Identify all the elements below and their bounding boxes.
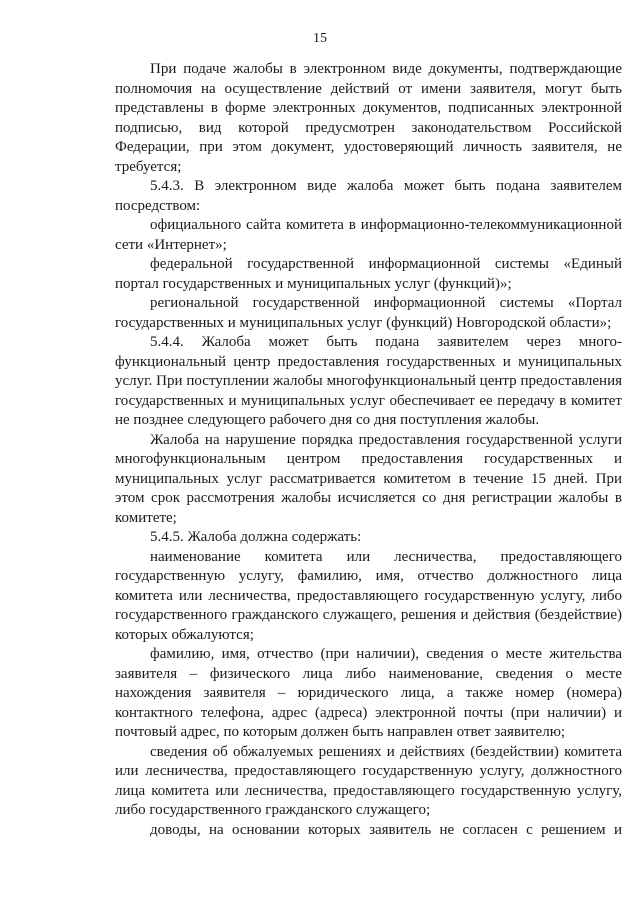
document-body — [115, 60, 622, 840]
paragraph-applicant-info: фамилию, имя, отчество (при наличии), сведения о месте жительства заявителя – физического лица либо наименование, сведения о месте нахождения заявителя – юридического лица, а также номер (номера) контактного телефона, адрес (адреса) электронной почты (при наличии) и почтовый адрес, по которым должен быть направлен ответ заявителю; — [115, 646, 622, 740]
paragraph-5-4-4: 5.4.4. Жалоба может быть подана заявителем через многофункциональный центр предоставления государственных и муниципальных услуг. При поступлении жалобы многофункциональный центр предоставления государственных и муниципальных услуг обеспечивает ее передачу в комитет не позднее следующего рабочего дня со дня поступления жалобы. — [115, 334, 622, 428]
paragraph-electronic-docs: При подаче жалобы в электронном виде документы, подтверждающие полномочия на осуществление действий от имени заявителя, могут быть представлены в форме электронных документов, подписанных электронной подписью, вид которой предусмотрен законодательством Российской Федерации, при этом документ, удостоверяющий личность заявителя, не требуется; — [115, 61, 622, 175]
paragraph-5-4-5: 5.4.5. Жалоба должна содержать: — [150, 529, 362, 545]
paragraph-official-site: официального сайта комитета в информационно-телекоммуникационной сети «Интернет»; — [115, 217, 622, 253]
paragraph-appealed-decisions: сведения об обжалуемых решениях и действиях (бездействии) комитета или лесничества, предоставляющего государственную услугу, должностного лица комитета или лесничества, предоставляющего государственную услугу, либо государственного гражданского служащего; — [115, 743, 622, 818]
paragraph-regional-portal: региональной государственной информационной системы «Портал государственных и муниципальных услуг (функций) Новгородской области»; — [115, 295, 622, 331]
paragraph-name-of-committee: наименование комитета или лесничества, предоставляющего государственную услугу, фамилию, имя, отчество должностного лица комитета или лесничества, предоставляющего государственную услугу, либо государственного гражданского служащего, решения и действия (бездействие) которых обжалуются; — [115, 548, 622, 643]
paragraph-mfc-complaint: Жалоба на нарушение порядка предоставления государственной услуги многофункциональным центром предоставления государственных и муниципальных услуг рассматривается комитетом в течение 15 дней. При этом срок рассмотрения жалобы исчисляется со дня регистрации жалобы в комитете; — [115, 431, 622, 526]
paragraph-5-4-3: 5.4.3. В электронном виде жалоба может быть подана заявителем посредством: — [115, 178, 622, 214]
paragraph-federal-portal: федеральной государственной информационной системы «Единый портал государственных и муниципальных услуг (функций)»; — [115, 256, 622, 292]
page-number: 15 — [313, 31, 327, 46]
paragraph-arguments: доводы, на основании которых заявитель не согласен с решением и — [150, 821, 622, 838]
